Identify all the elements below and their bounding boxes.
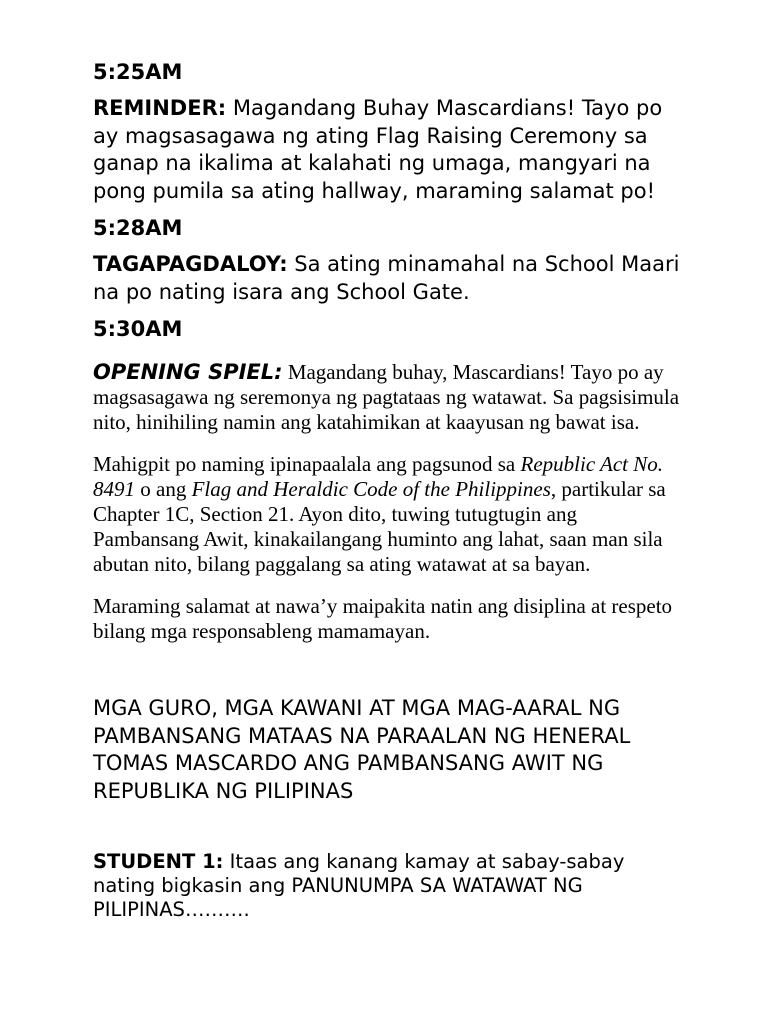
tagapagdaloy-text: Sa ating minamahal na School Maari na po nating isara ang School Gate. xyxy=(93,252,680,304)
document-page xyxy=(93,58,683,922)
student-1-text: Itaas ang kanang kamay at sabay-sabay nating bigkasin ang PANUNUMPA SA WATAWAT NG PILIPINAS………. xyxy=(93,850,625,921)
ra-text-c: , partikular sa Chapter 1C, Section 21. Ayon dito, tuwing tutugtugin ang Pambansang Awit, kinakailangang huminto ang lahat, saan man sila abutan nito, bilang paggalang sa ating watawat at sa bayan. xyxy=(93,477,666,576)
student-1-paragraph xyxy=(93,850,683,922)
republic-act-paragraph xyxy=(93,452,683,577)
time-528am: 5:28AM xyxy=(93,216,183,240)
anthem-heading: MGA GURO, MGA KAWANI AT MGA MAG-AARAL NG PAMBANSANG MATAAS NA PARAALAN NG HENERAL TOMAS MASCARDO ANG PAMBANSANG AWIT NG REPUBLIKA NG PILIPINAS xyxy=(93,696,631,803)
time-530am: 5:30AM xyxy=(93,317,183,341)
reminder-text: Magandang Buhay Mascardians! Tayo po ay magsasagawa ng ating Flag Raising Ceremony sa ganap na ikalima at kalahati ng umaga, mangyari na pong pumila sa ating hallway, maraming salamat po! xyxy=(93,96,663,203)
republic-act-title: Republic Act No. 8491 xyxy=(93,452,663,501)
ra-text-b: o ang xyxy=(135,477,192,501)
opening-spiel-text: Magandang buhay, Mascardians! Tayo po ay magsasagawa ng seremonya ng pagtataas ng watawat. Sa pagsisimula nito, hinihiling namin ang katahimikan at kaayusan ng bawat isa. xyxy=(93,360,680,434)
reminder-paragraph xyxy=(93,95,683,205)
flag-code-title: Flag and Heraldic Code of the Philippines xyxy=(191,477,551,501)
tagapagdaloy-paragraph xyxy=(93,251,683,306)
student-1-label: STUDENT 1: xyxy=(93,850,224,873)
time-525am: 5:25AM xyxy=(93,60,183,84)
closing-paragraph: Maraming salamat at nawa’y maipakita natin ang disiplina at respeto bilang mga responsableng mamamayan. xyxy=(93,594,673,643)
tagapagdaloy-label: TAGAPAGDALOY: xyxy=(93,252,288,276)
reminder-label: REMINDER: xyxy=(93,96,227,120)
opening-spiel-paragraph xyxy=(93,360,683,435)
ra-text-a: Mahigpit po naming ipinapaalala ang pagsunod sa xyxy=(93,452,521,476)
opening-spiel-label: OPENING SPIEL: xyxy=(93,360,283,384)
